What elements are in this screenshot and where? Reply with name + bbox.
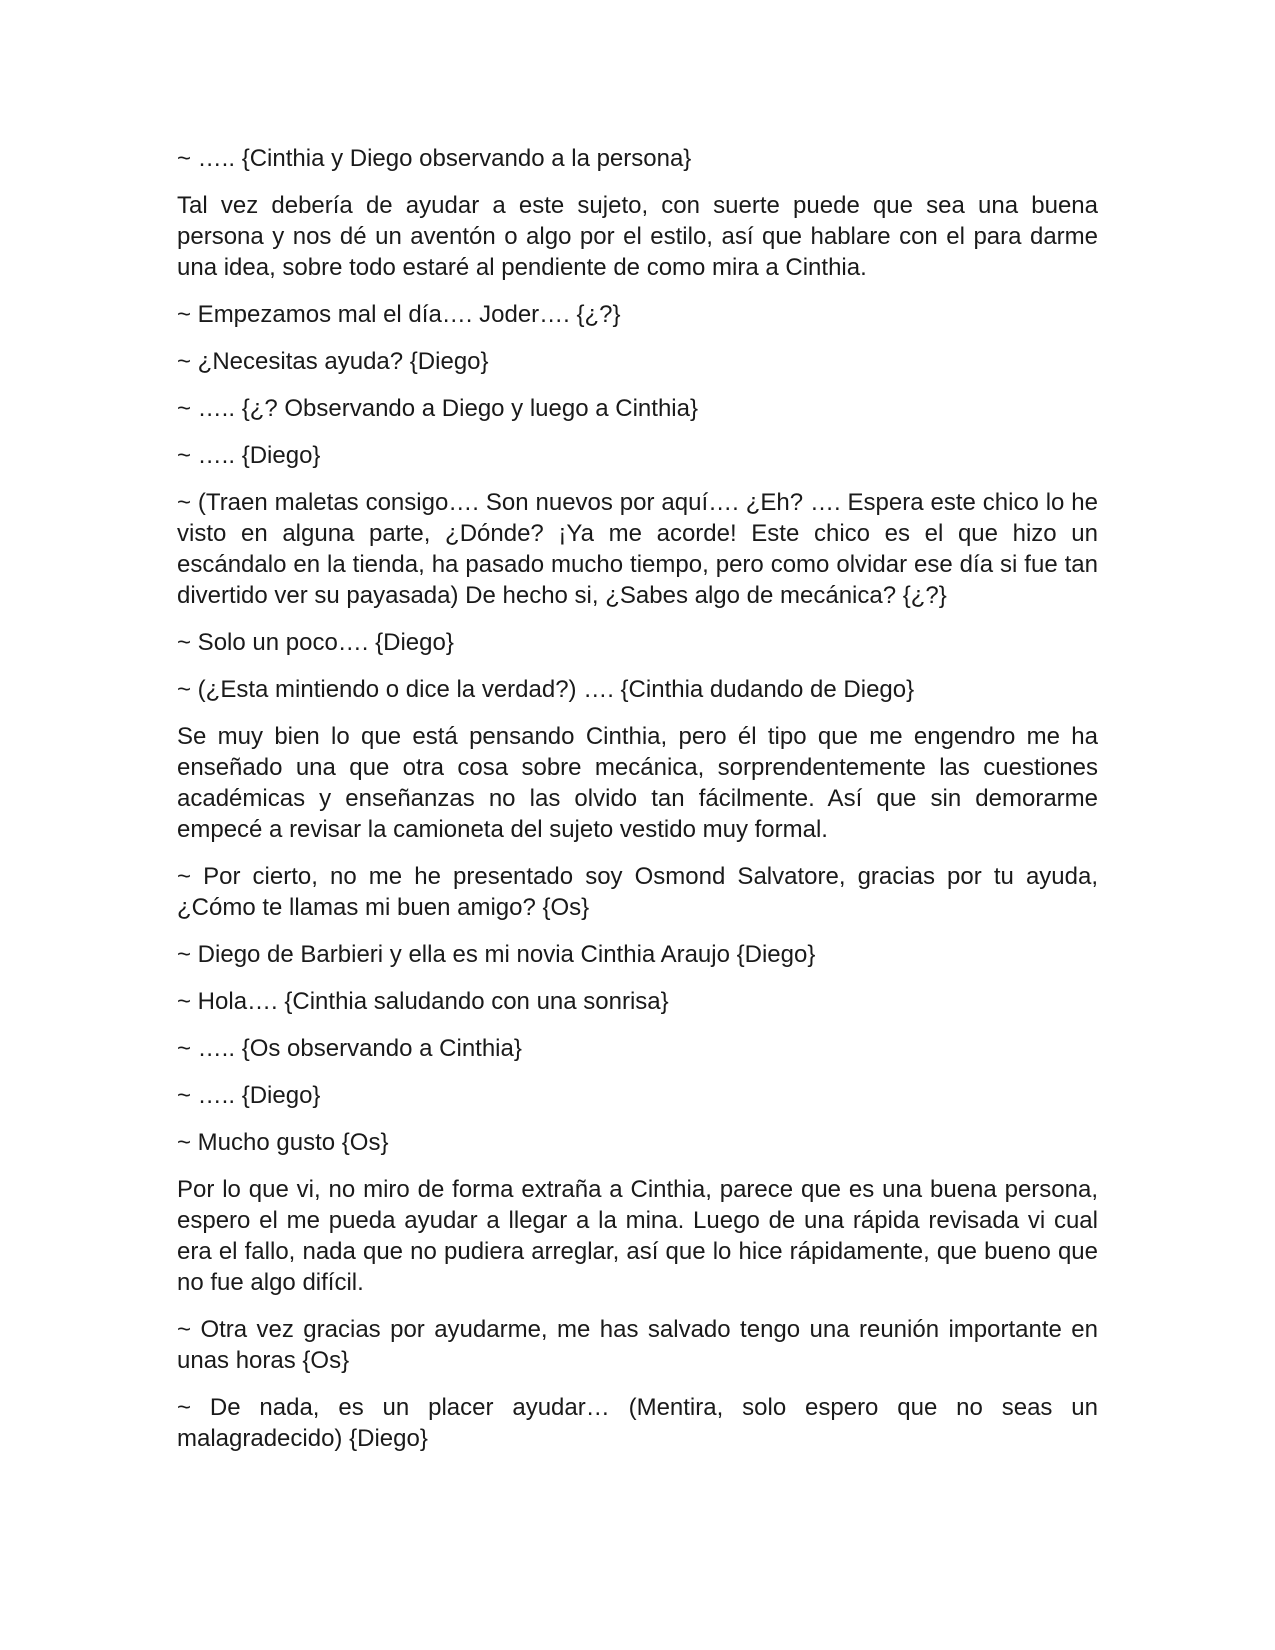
document-page <box>177 143 1098 1470</box>
dialogue-line: ~ Mucho gusto {Os} <box>177 1129 389 1156</box>
dialogue-line: ~ ….. {Diego} <box>177 1082 321 1109</box>
dialogue-line: ~ ….. {Diego} <box>177 442 321 469</box>
dialogue-line: ~ Empezamos mal el día…. Joder…. {¿?} <box>177 301 621 328</box>
dialogue-line: ~ ….. {Os observando a Cinthia} <box>177 1035 522 1062</box>
dialogue-line: ~ (¿Esta mintiendo o dice la verdad?) …. {Cinthia dudando de Diego} <box>177 676 915 703</box>
narration-paragraph: Tal vez debería de ayudar a este sujeto, con suerte puede que sea una buena persona y nos dé un aventón o algo por el estilo, así que hablare con el para darme una idea, sobre todo estaré al pendiente de como mira a Cinthia. <box>177 192 1098 281</box>
dialogue-line: ~ Solo un poco…. {Diego} <box>177 629 454 656</box>
dialogue-line: ~ Hola…. {Cinthia saludando con una sonrisa} <box>177 988 669 1015</box>
narration-paragraph: Por lo que vi, no miro de forma extraña a Cinthia, parece que es una buena persona, espero el me pueda ayudar a llegar a la mina. Luego de una rápida revisada vi cual era el fallo, nada que no pudiera arreglar, así que lo hice rápidamente, que bueno que no fue algo difícil. <box>177 1176 1098 1296</box>
dialogue-line: ~ De nada, es un placer ayudar… (Mentira, solo espero que no seas un malagradecido) {Diego} <box>177 1394 1098 1452</box>
narration-paragraph: Se muy bien lo que está pensando Cinthia, pero él tipo que me engendro me ha enseñado una que otra cosa sobre mecánica, sorprendentemente las cuestiones académicas y enseñanzas no las olvido tan fácilmente. Así que sin demorarme empecé a revisar la camioneta del sujeto vestido muy formal. <box>177 723 1098 843</box>
dialogue-line: ~ Otra vez gracias por ayudarme, me has salvado tengo una reunión importante en unas horas {Os} <box>177 1316 1098 1374</box>
dialogue-line: ~ Diego de Barbieri y ella es mi novia Cinthia Araujo {Diego} <box>177 941 816 968</box>
dialogue-line: ~ ¿Necesitas ayuda? {Diego} <box>177 348 489 375</box>
dialogue-line: ~ ….. {¿? Observando a Diego y luego a Cinthia} <box>177 395 698 422</box>
dialogue-line: ~ ….. {Cinthia y Diego observando a la persona} <box>177 145 692 172</box>
dialogue-line: ~ Por cierto, no me he presentado soy Osmond Salvatore, gracias por tu ayuda, ¿Cómo te llamas mi buen amigo? {Os} <box>177 863 1098 921</box>
dialogue-line: ~ (Traen maletas consigo…. Son nuevos por aquí…. ¿Eh? …. Espera este chico lo he visto en alguna parte, ¿Dónde? ¡Ya me acorde! Este chico es el que hizo un escándalo en la tienda, ha pasado mucho tiempo, pero como olvidar ese día si fue tan divertido ver su payasada) De hecho si, ¿Sabes algo de mecánica? {¿?} <box>177 489 1098 609</box>
